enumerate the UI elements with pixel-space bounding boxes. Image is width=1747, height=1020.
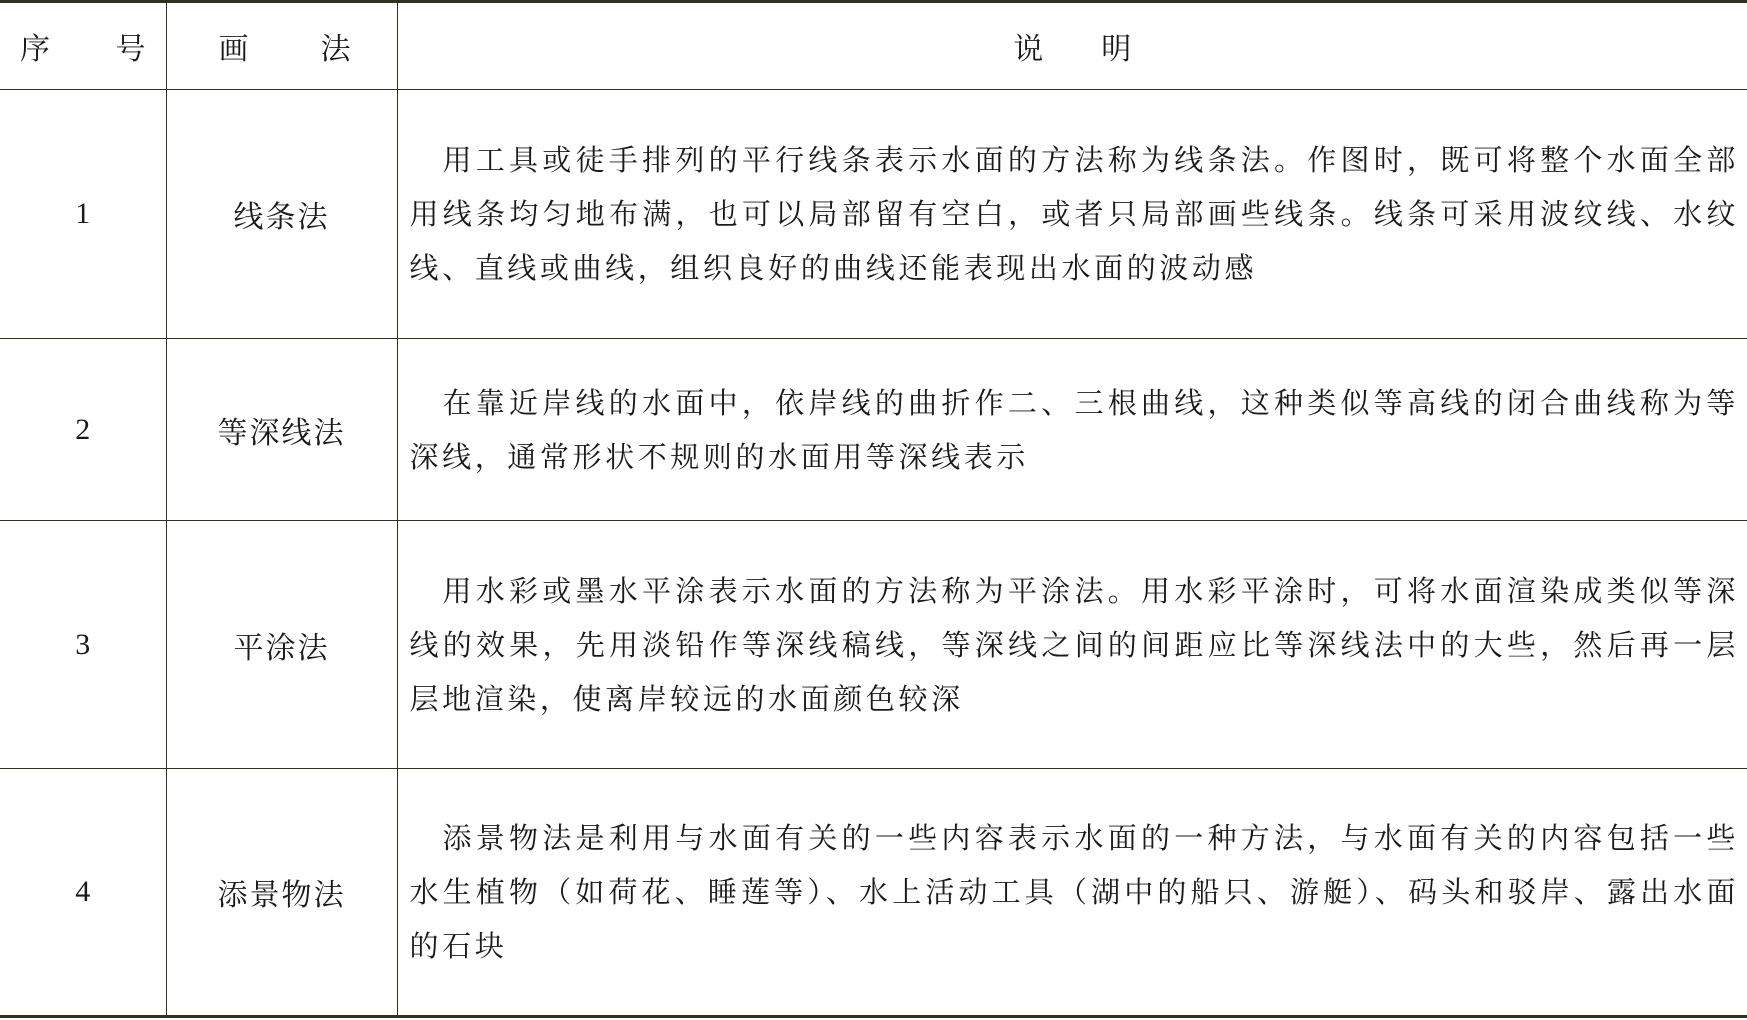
row-description: 添景物法是利用与水面有关的一些内容表示水面的一种方法，与水面有关的内容包括一些水生植物（如荷花、睡莲等）、水上活动工具（湖中的船只、游艇）、码头和驳岸、露出水面的石块 (397, 769, 1747, 1017)
table-row (0, 521, 1747, 769)
row-index: 4 (0, 769, 166, 1017)
row-description: 用水彩或墨水平涂表示水面的方法称为平涂法。用水彩平涂时，可将水面渲染成类似等深线的效果，先用淡铅作等深线稿线，等深线之间的间距应比等深线法中的大些，然后再一层层地渲染，使离岸较远的水面颜色较深 (397, 521, 1747, 769)
header-method-char-2: 法 (320, 32, 351, 67)
header-method (166, 2, 397, 90)
header-description: 说明 (397, 2, 1747, 90)
row-index: 2 (0, 339, 166, 521)
table-row (0, 90, 1747, 339)
table-row (0, 339, 1747, 521)
row-method: 线条法 (166, 90, 397, 339)
row-description: 用工具或徒手排列的平行线条表示水面的方法称为线条法。作图时，既可将整个水面全部用线条均匀地布满，也可以局部留有空白，或者只局部画些线条。线条可采用波纹线、水纹线、直线或曲线，组织良好的曲线还能表现出水面的波动感 (397, 90, 1747, 339)
row-index: 3 (0, 521, 166, 769)
row-method: 添景物法 (166, 769, 397, 1017)
header-method-char-1: 画 (218, 32, 249, 67)
header-index-char-1: 序 (20, 32, 50, 67)
row-index: 1 (0, 90, 166, 339)
row-description: 在靠近岸线的水面中，依岸线的曲折作二、三根曲线，这种类似等高线的闭合曲线称为等深线，通常形状不规则的水面用等深线表示 (397, 339, 1747, 521)
table-row (0, 769, 1747, 1017)
row-method: 平涂法 (166, 521, 397, 769)
header-index (0, 2, 166, 90)
row-method: 等深线法 (166, 339, 397, 521)
header-index-char-2: 号 (115, 32, 146, 67)
table-header-row (0, 2, 1747, 90)
